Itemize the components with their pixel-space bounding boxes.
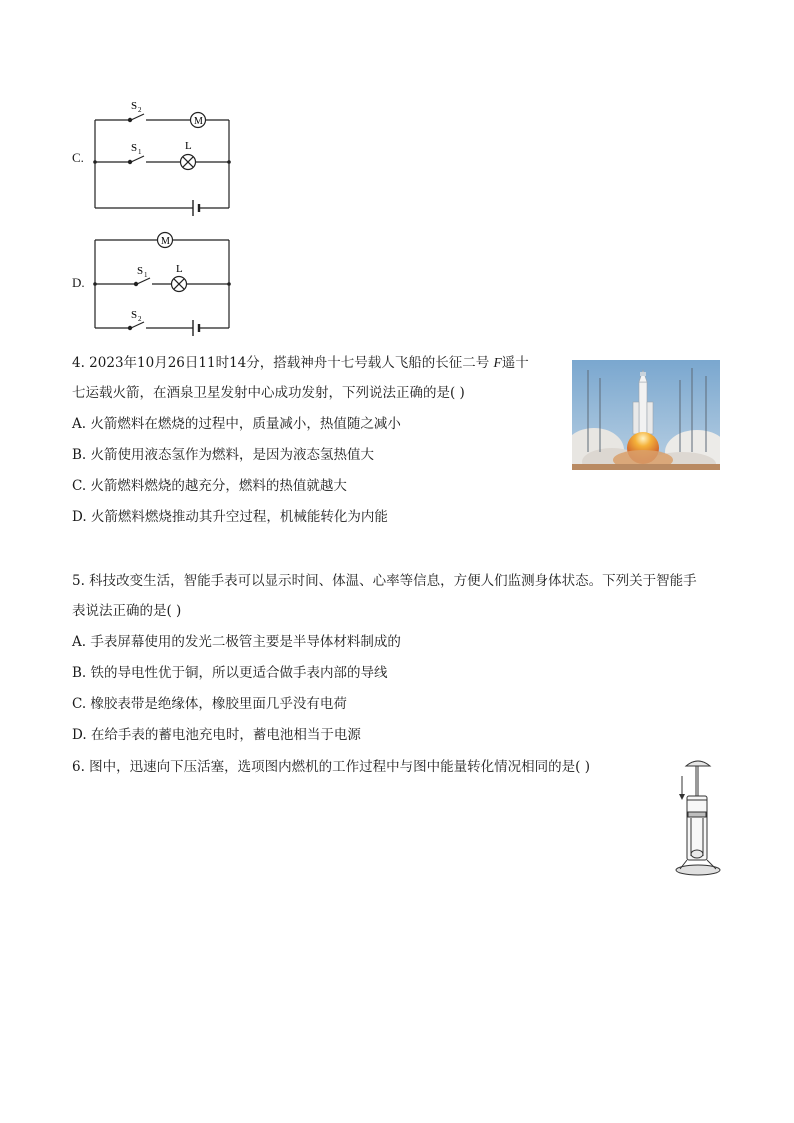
q5-option-c: C. 橡胶表带是绝缘体，橡胶里面几乎没有电荷 (72, 696, 347, 712)
q5-option-a: A. 手表屏幕使用的发光二极管主要是半导体材料制成的 (72, 634, 401, 650)
switch-s1-d-sub: 1 (144, 271, 148, 279)
switch-s2-d-text: S (131, 309, 138, 321)
q5-option-d: D. 在给手表的蓄电池充电时，蓄电池相当于电源 (72, 727, 361, 743)
q5-option-b: B. 铁的导电性优于铜，所以更适合做手表内部的导线 (72, 665, 388, 681)
switch-s2-c-sub: 2 (138, 106, 142, 114)
piston-apparatus-image (672, 756, 724, 880)
lamp-d-text: L (176, 263, 183, 275)
option-d-label: D. (72, 275, 85, 290)
switch-s1-c-text: S (131, 142, 138, 154)
circuit-d-diagram (88, 228, 238, 338)
circuit-c-diagram (88, 96, 238, 216)
switch-s2-c-text: S (131, 100, 138, 112)
q4-stem-line1 (72, 354, 529, 372)
q6-stem: 6. 图中，迅速向下压活塞，选项图内燃机的工作过程中与图中能量转化情况相同的是( ) (72, 759, 590, 775)
q4-option-c: C. 火箭燃料燃烧的越充分，燃料的热值就越大 (72, 478, 347, 494)
lamp-c-text: L (185, 140, 192, 152)
rocket-launch-image (572, 360, 720, 470)
q5-stem-line2: 表说法正确的是( ) (72, 603, 182, 619)
switch-s1-d-text: S (137, 265, 144, 277)
switch-s2-d-sub: 2 (138, 315, 142, 323)
q4-option-d: D. 火箭燃料燃烧推动其升空过程，机械能转化为内能 (72, 509, 388, 525)
q4-stem-line1-f: F (493, 355, 502, 370)
q4-option-b: B. 火箭使用液态氢作为燃料，是因为液态氢热值大 (72, 447, 375, 463)
switch-s1-c-sub: 1 (138, 148, 142, 156)
q4-stem-line1-b: 遥十 (501, 355, 529, 371)
motor-d-text: M (161, 236, 170, 247)
motor-c-text: M (194, 116, 203, 127)
q4-option-a: A. 火箭燃料在燃烧的过程中，质量减小，热值随之减小 (72, 416, 401, 432)
option-c-label: C. (72, 150, 84, 165)
q4-stem-line2: 七运载火箭，在酒泉卫星发射中心成功发射，下列说法正确的是( ) (72, 385, 465, 401)
q5-stem-line1: 5. 科技改变生活，智能手表可以显示时间、体温、心率等信息，方便人们监测身体状态。下列关于智能手 (72, 573, 697, 589)
q4-stem-line1-a: 4. 2023年10月26日11时14分，搭载神舟十七号载人飞船的长征二号 (72, 355, 494, 371)
